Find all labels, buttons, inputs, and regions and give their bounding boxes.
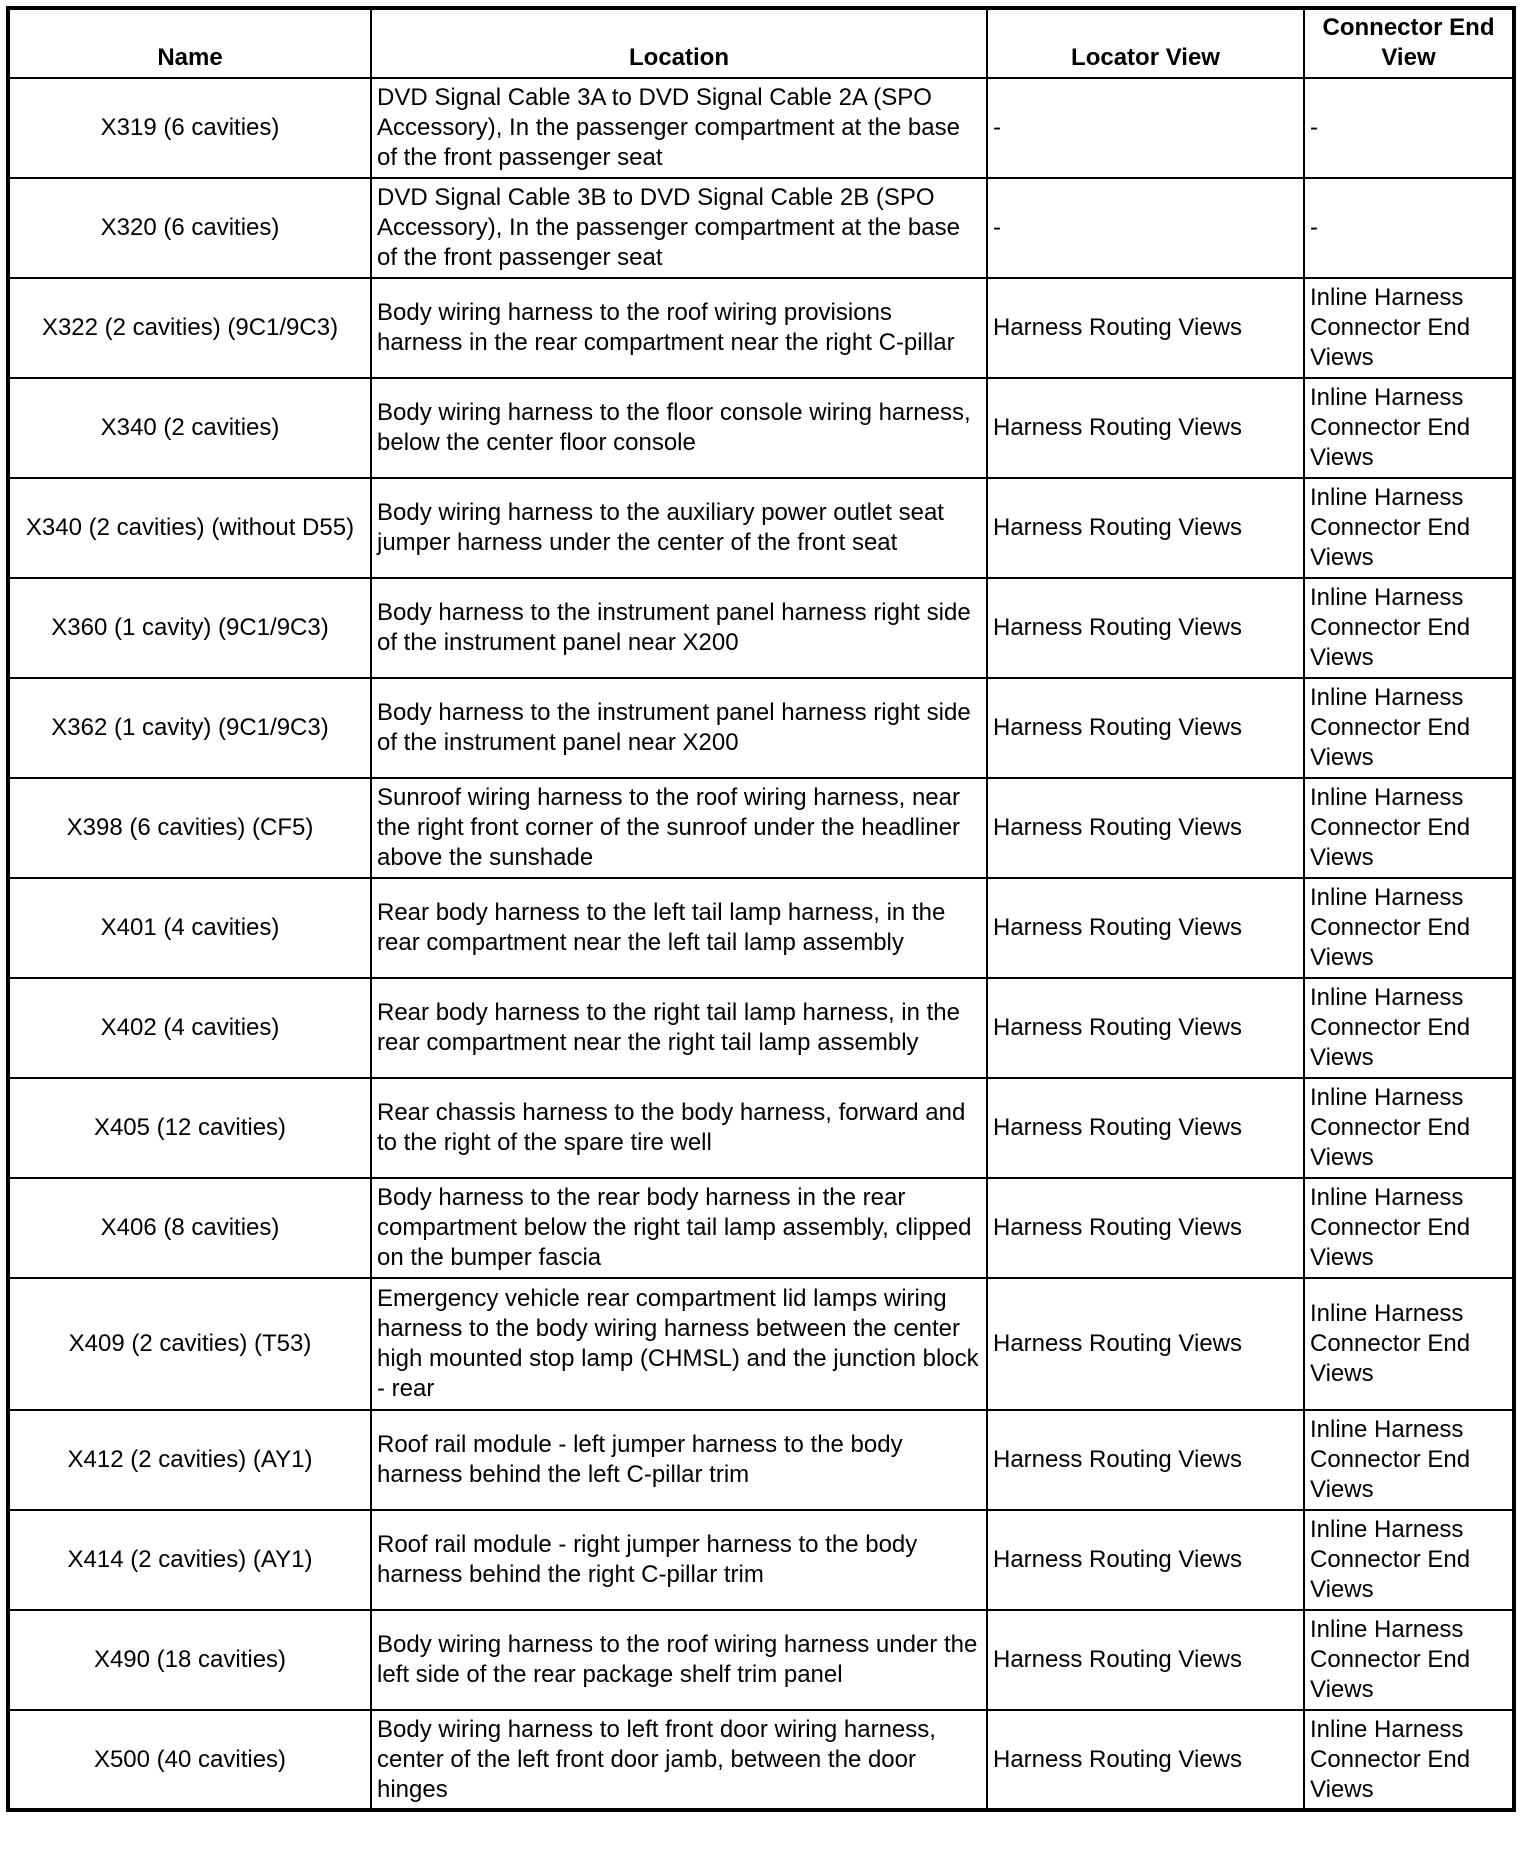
cell-name: X412 (2 cavities) (AY1) bbox=[8, 1410, 371, 1510]
header-locator-view: Locator View bbox=[987, 8, 1304, 78]
header-row bbox=[8, 8, 1514, 78]
cell-locator-view: - bbox=[987, 178, 1304, 278]
cell-connector-end-view: - bbox=[1304, 178, 1514, 278]
table-row bbox=[8, 1178, 1514, 1278]
cell-name: X340 (2 cavities) bbox=[8, 378, 371, 478]
cell-locator-view: Harness Routing Views bbox=[987, 978, 1304, 1078]
cell-connector-end-view: Inline Harness Connector End Views bbox=[1304, 678, 1514, 778]
cell-name: X362 (1 cavity) (9C1/9C3) bbox=[8, 678, 371, 778]
table-row bbox=[8, 778, 1514, 878]
cell-location: Body wiring harness to the auxiliary power outlet seat jumper harness under the center of the front seat bbox=[371, 478, 987, 578]
cell-locator-view: Harness Routing Views bbox=[987, 478, 1304, 578]
cell-location: Sunroof wiring harness to the roof wiring harness, near the right front corner of the sunroof under the headliner above the sunshade bbox=[371, 778, 987, 878]
header-location: Location bbox=[371, 8, 987, 78]
cell-locator-view: Harness Routing Views bbox=[987, 1278, 1304, 1410]
cell-location: Body harness to the instrument panel harness right side of the instrument panel near X200 bbox=[371, 578, 987, 678]
table-row bbox=[8, 878, 1514, 978]
table-row bbox=[8, 1278, 1514, 1410]
table-row bbox=[8, 478, 1514, 578]
cell-location: Body wiring harness to the roof wiring provisions harness in the rear compartment near the right C-pillar bbox=[371, 278, 987, 378]
table-header bbox=[8, 8, 1514, 78]
cell-connector-end-view: Inline Harness Connector End Views bbox=[1304, 278, 1514, 378]
cell-connector-end-view: Inline Harness Connector End Views bbox=[1304, 1078, 1514, 1178]
cell-locator-view: - bbox=[987, 78, 1304, 178]
cell-locator-view: Harness Routing Views bbox=[987, 678, 1304, 778]
cell-locator-view: Harness Routing Views bbox=[987, 278, 1304, 378]
cell-connector-end-view: Inline Harness Connector End Views bbox=[1304, 578, 1514, 678]
cell-connector-end-view: Inline Harness Connector End Views bbox=[1304, 878, 1514, 978]
cell-connector-end-view: Inline Harness Connector End Views bbox=[1304, 778, 1514, 878]
table-row bbox=[8, 1610, 1514, 1710]
cell-connector-end-view: Inline Harness Connector End Views bbox=[1304, 1510, 1514, 1610]
cell-name: X319 (6 cavities) bbox=[8, 78, 371, 178]
table-row bbox=[8, 378, 1514, 478]
table-body bbox=[8, 78, 1514, 1810]
cell-locator-view: Harness Routing Views bbox=[987, 878, 1304, 978]
cell-name: X322 (2 cavities) (9C1/9C3) bbox=[8, 278, 371, 378]
cell-location: Body wiring harness to the floor console wiring harness, below the center floor console bbox=[371, 378, 987, 478]
document-page bbox=[6, 6, 1512, 1851]
cell-locator-view: Harness Routing Views bbox=[987, 1510, 1304, 1610]
table-row bbox=[8, 78, 1514, 178]
header-connector-end-view: Connector End View bbox=[1304, 8, 1514, 78]
cell-location: Body wiring harness to the roof wiring harness under the left side of the rear package shelf trim panel bbox=[371, 1610, 987, 1710]
cell-locator-view: Harness Routing Views bbox=[987, 578, 1304, 678]
table-row bbox=[8, 278, 1514, 378]
cell-locator-view: Harness Routing Views bbox=[987, 1410, 1304, 1510]
cell-connector-end-view: Inline Harness Connector End Views bbox=[1304, 1178, 1514, 1278]
cell-name: X500 (40 cavities) bbox=[8, 1710, 371, 1810]
cell-name: X398 (6 cavities) (CF5) bbox=[8, 778, 371, 878]
cell-name: X409 (2 cavities) (T53) bbox=[8, 1278, 371, 1410]
table-row bbox=[8, 1710, 1514, 1810]
cell-name: X402 (4 cavities) bbox=[8, 978, 371, 1078]
table-row bbox=[8, 1078, 1514, 1178]
table-row bbox=[8, 178, 1514, 278]
cell-location: DVD Signal Cable 3B to DVD Signal Cable 2B (SPO Accessory), In the passenger compartment at the base of the front passenger seat bbox=[371, 178, 987, 278]
cell-name: X340 (2 cavities) (without D55) bbox=[8, 478, 371, 578]
table-row bbox=[8, 1510, 1514, 1610]
cell-locator-view: Harness Routing Views bbox=[987, 1710, 1304, 1810]
cell-connector-end-view: Inline Harness Connector End Views bbox=[1304, 378, 1514, 478]
cell-location: Rear body harness to the right tail lamp harness, in the rear compartment near the right tail lamp assembly bbox=[371, 978, 987, 1078]
cell-locator-view: Harness Routing Views bbox=[987, 778, 1304, 878]
cell-connector-end-view: Inline Harness Connector End Views bbox=[1304, 1610, 1514, 1710]
cell-name: X414 (2 cavities) (AY1) bbox=[8, 1510, 371, 1610]
cell-name: X401 (4 cavities) bbox=[8, 878, 371, 978]
cell-connector-end-view: Inline Harness Connector End Views bbox=[1304, 978, 1514, 1078]
cell-connector-end-view: Inline Harness Connector End Views bbox=[1304, 1410, 1514, 1510]
cell-locator-view: Harness Routing Views bbox=[987, 1610, 1304, 1710]
cell-location: DVD Signal Cable 3A to DVD Signal Cable 2A (SPO Accessory), In the passenger compartment at the base of the front passenger seat bbox=[371, 78, 987, 178]
cell-connector-end-view: Inline Harness Connector End Views bbox=[1304, 1710, 1514, 1810]
cell-location: Roof rail module - right jumper harness to the body harness behind the right C-pillar trim bbox=[371, 1510, 987, 1610]
table-row bbox=[8, 978, 1514, 1078]
table-row bbox=[8, 578, 1514, 678]
connector-table bbox=[6, 6, 1516, 1812]
cell-location: Emergency vehicle rear compartment lid lamps wiring harness to the body wiring harness between the center high mounted stop lamp (CHMSL) and the junction block - rear bbox=[371, 1278, 987, 1410]
cell-name: X320 (6 cavities) bbox=[8, 178, 371, 278]
cell-name: X406 (8 cavities) bbox=[8, 1178, 371, 1278]
table-row bbox=[8, 678, 1514, 778]
cell-location: Roof rail module - left jumper harness to the body harness behind the left C-pillar trim bbox=[371, 1410, 987, 1510]
cell-locator-view: Harness Routing Views bbox=[987, 1078, 1304, 1178]
cell-locator-view: Harness Routing Views bbox=[987, 1178, 1304, 1278]
cell-name: X405 (12 cavities) bbox=[8, 1078, 371, 1178]
table-row bbox=[8, 1410, 1514, 1510]
cell-location: Body wiring harness to left front door wiring harness, center of the left front door jamb, between the door hinges bbox=[371, 1710, 987, 1810]
cell-location: Body harness to the instrument panel harness right side of the instrument panel near X200 bbox=[371, 678, 987, 778]
cell-connector-end-view: Inline Harness Connector End Views bbox=[1304, 1278, 1514, 1410]
cell-connector-end-view: Inline Harness Connector End Views bbox=[1304, 478, 1514, 578]
cell-connector-end-view: - bbox=[1304, 78, 1514, 178]
cell-locator-view: Harness Routing Views bbox=[987, 378, 1304, 478]
header-name: Name bbox=[8, 8, 371, 78]
cell-location: Rear chassis harness to the body harness, forward and to the right of the spare tire well bbox=[371, 1078, 987, 1178]
cell-name: X490 (18 cavities) bbox=[8, 1610, 371, 1710]
cell-location: Body harness to the rear body harness in the rear compartment below the right tail lamp assembly, clipped on the bumper fascia bbox=[371, 1178, 987, 1278]
cell-name: X360 (1 cavity) (9C1/9C3) bbox=[8, 578, 371, 678]
cell-location: Rear body harness to the left tail lamp harness, in the rear compartment near the left tail lamp assembly bbox=[371, 878, 987, 978]
